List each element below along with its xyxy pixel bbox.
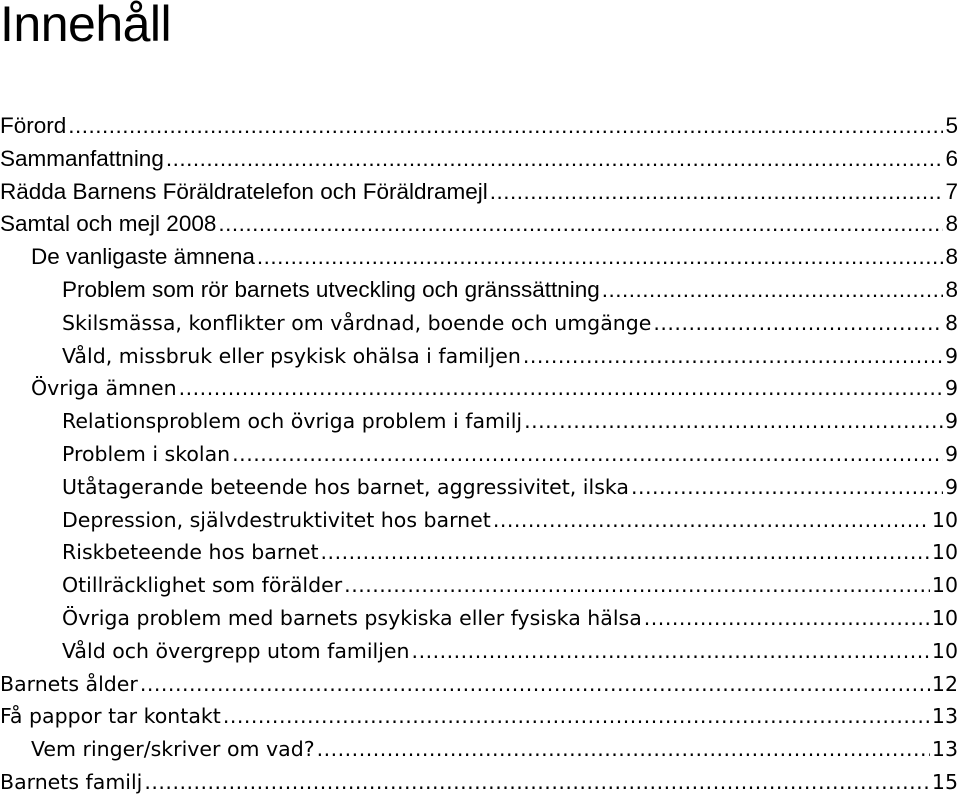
toc-entry-text: Övriga ämnen	[31, 376, 177, 401]
toc-entry[interactable]	[0, 668, 958, 701]
toc-entry-page-number: 9	[944, 343, 958, 368]
toc-entry-text: Förord	[0, 113, 67, 138]
dot-leader	[321, 536, 930, 569]
toc-entry-text: Depression, självdestruktivitet hos barnet	[62, 507, 491, 532]
dot-leader	[631, 471, 943, 504]
toc-entry[interactable]	[0, 635, 958, 668]
toc-entry[interactable]	[0, 307, 958, 340]
toc-entry[interactable]	[0, 208, 958, 241]
dot-leader	[653, 307, 943, 340]
toc-entry[interactable]	[0, 274, 958, 307]
toc-entry-text: Barnets ålder	[0, 671, 138, 696]
toc-entry[interactable]	[0, 438, 958, 471]
toc-entry-page-number: 12	[931, 671, 958, 696]
toc-entry-text: Relationsproblem och övriga problem i familj	[62, 409, 523, 434]
toc-entry-page-number: 15	[931, 769, 958, 794]
toc-entry-text: Vem ringer/skriver om vad?	[31, 737, 315, 762]
toc-entry-page-number: 10	[931, 507, 958, 532]
dot-leader	[179, 372, 943, 405]
dot-leader	[412, 635, 930, 668]
toc-entry-text: Våld, missbruk eller psykisk ohälsa i familjen	[62, 343, 521, 368]
dot-leader	[317, 733, 930, 766]
toc-entry-page-number: 9	[944, 441, 958, 466]
toc-entry-page-number: 13	[931, 737, 958, 762]
toc-entry-page-number: 9	[944, 474, 958, 499]
toc-entry-page-number: 10	[931, 605, 958, 630]
toc-entry-text: Övriga problem med barnets psykiska eller fysiska hälsa	[62, 605, 642, 630]
toc-entry[interactable]	[0, 602, 958, 635]
dot-leader	[223, 700, 930, 733]
dot-leader	[232, 438, 943, 471]
toc-entry-text: Sammanfattning	[0, 145, 164, 171]
toc-entry-page-number: 10	[931, 573, 958, 598]
toc-entry-page-number: 8	[945, 244, 958, 270]
toc-entry-text: Riskbeteende hos barnet	[62, 540, 319, 565]
toc-entry-text: Samtal och mejl 2008	[0, 211, 217, 237]
toc-entry-page-number: 8	[945, 276, 958, 302]
toc-entry[interactable]	[0, 766, 958, 799]
toc-entry-page-number: 10	[931, 540, 958, 565]
toc-entry-text: Utåtagerande beteende hos barnet, aggressivitet, ilska	[62, 474, 629, 499]
toc-entry[interactable]	[0, 569, 958, 602]
toc-entry-page-number: 7	[945, 178, 958, 204]
toc-entry[interactable]	[0, 176, 958, 209]
toc-entry[interactable]	[0, 143, 958, 176]
toc-entry-text: Problem i skolan	[62, 441, 231, 466]
toc-entry[interactable]	[0, 405, 958, 438]
toc-entry-text: Barnets familj	[0, 769, 143, 794]
dot-leader	[68, 110, 943, 143]
toc-entry[interactable]	[0, 241, 958, 274]
dot-leader	[493, 504, 930, 537]
toc-entry-text: Otillräcklighet som förälder	[62, 573, 343, 598]
dot-leader	[602, 274, 944, 307]
toc-entry[interactable]	[0, 536, 958, 569]
dot-leader	[344, 569, 930, 602]
dot-leader	[166, 143, 944, 176]
toc-entry-text: Problem som rör barnets utveckling och gränssättning	[62, 276, 600, 302]
dot-leader	[257, 241, 944, 274]
toc-entry-page-number: 9	[944, 376, 958, 401]
dot-leader	[218, 208, 943, 241]
toc-entry-text: Få pappor tar kontakt	[0, 704, 221, 729]
toc-entry-page-number: 6	[945, 145, 958, 171]
dot-leader	[524, 405, 943, 438]
dot-leader	[523, 340, 943, 373]
toc-entry[interactable]	[0, 340, 958, 373]
toc-entry-text: Våld och övergrepp utom familjen	[62, 638, 410, 663]
toc-entry[interactable]	[0, 733, 958, 766]
dot-leader	[490, 176, 944, 209]
toc-entry-page-number: 10	[931, 638, 958, 663]
toc-entry[interactable]	[0, 110, 958, 143]
toc-entry[interactable]	[0, 372, 958, 405]
dot-leader	[144, 766, 930, 799]
page-title: Innehåll	[0, 0, 172, 52]
toc-entry[interactable]	[0, 700, 958, 733]
toc-entry-page-number: 5	[945, 113, 958, 138]
toc-entry-page-number: 9	[944, 409, 958, 434]
toc-list	[0, 110, 958, 799]
dot-leader	[140, 668, 930, 701]
toc-entry-text: De vanligaste ämnena	[31, 244, 255, 270]
toc-entry-text: Skilsmässa, konflikter om vårdnad, boende och umgänge	[62, 310, 652, 335]
toc-entry-text: Rädda Barnens Föräldratelefon och Föräldramejl	[0, 178, 488, 204]
toc-entry-page-number: 8	[945, 211, 958, 237]
toc-entry[interactable]	[0, 471, 958, 504]
toc-entry-page-number: 8	[944, 310, 958, 335]
toc-entry-page-number: 13	[931, 704, 958, 729]
dot-leader	[644, 602, 930, 635]
toc-entry[interactable]	[0, 504, 958, 537]
